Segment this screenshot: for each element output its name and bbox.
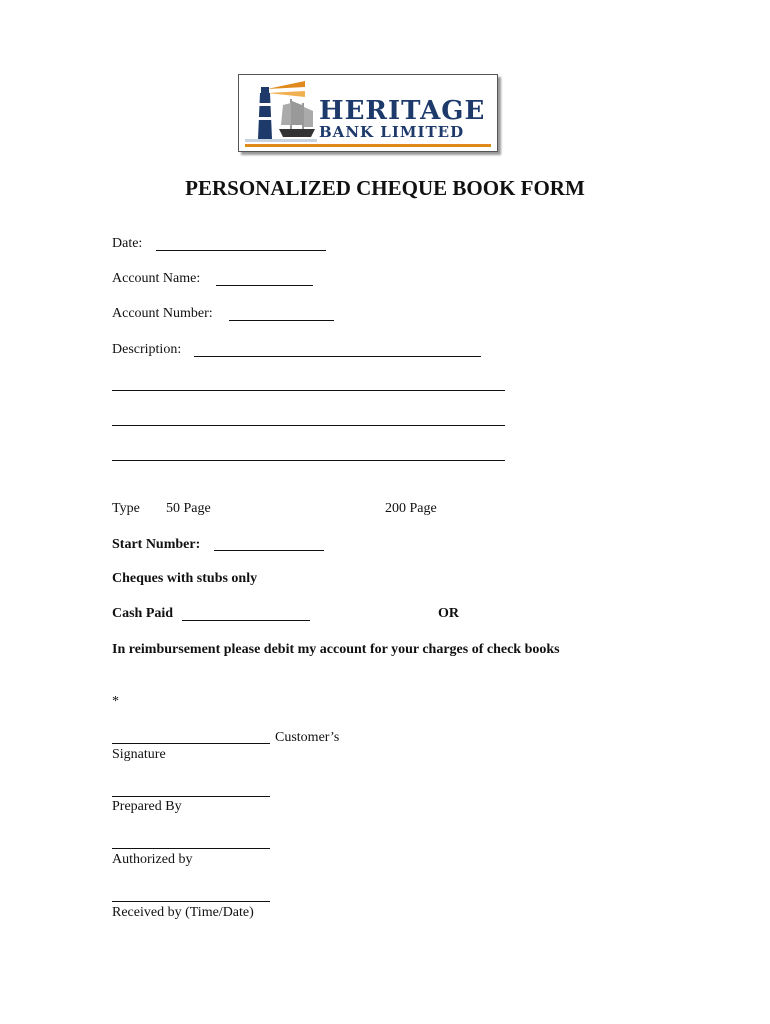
description-extra-line-3[interactable] <box>112 460 505 461</box>
date-field-line[interactable] <box>156 250 326 251</box>
account-name-field-line[interactable] <box>216 285 313 286</box>
cash-paid-label: Cash Paid <box>112 606 174 621</box>
prepared-by-label: Prepared By <box>112 799 182 814</box>
type-label: Type <box>112 501 140 516</box>
received-by-line[interactable] <box>112 901 270 902</box>
account-number-field-line[interactable] <box>229 320 334 321</box>
signature-label: Signature <box>112 747 166 762</box>
cheques-with-stubs-label: Cheques with stubs only <box>112 571 258 586</box>
logo-underline <box>245 144 491 147</box>
logo-text-bank-limited: BANK LIMITED <box>319 123 465 141</box>
description-extra-line-2[interactable] <box>112 425 505 426</box>
form-title: PERSONALIZED CHEQUE BOOK FORM <box>185 176 585 200</box>
type-option-50-page[interactable]: 50 Page <box>166 501 211 516</box>
lighthouse-icon <box>245 79 317 145</box>
description-extra-line-1[interactable] <box>112 390 505 391</box>
date-label: Date: <box>112 236 143 251</box>
or-label: OR <box>438 606 459 621</box>
account-name-label: Account Name: <box>112 271 201 286</box>
asterisk-marker: * <box>112 694 119 709</box>
received-by-label: Received by (Time/Date) <box>112 905 254 920</box>
start-number-field-line[interactable] <box>214 550 324 551</box>
description-label: Description: <box>112 342 182 357</box>
description-field-line[interactable] <box>194 356 481 357</box>
reimbursement-text: In reimbursement please debit my account for your charges of check books <box>112 642 560 657</box>
start-number-label: Start Number: <box>112 537 201 552</box>
bank-logo <box>238 74 498 152</box>
ship-icon <box>279 99 315 137</box>
type-option-200-page[interactable]: 200 Page <box>385 501 437 516</box>
cash-paid-field-line[interactable] <box>182 620 310 621</box>
authorized-by-label: Authorized by <box>112 852 193 867</box>
prepared-by-line[interactable] <box>112 796 270 797</box>
customer-signature-line[interactable] <box>112 743 270 744</box>
logo-text-heritage: HERITAGE <box>319 96 486 126</box>
account-number-label: Account Number: <box>112 306 213 321</box>
authorized-by-line[interactable] <box>112 848 270 849</box>
customer-label: Customer’s <box>275 730 340 745</box>
